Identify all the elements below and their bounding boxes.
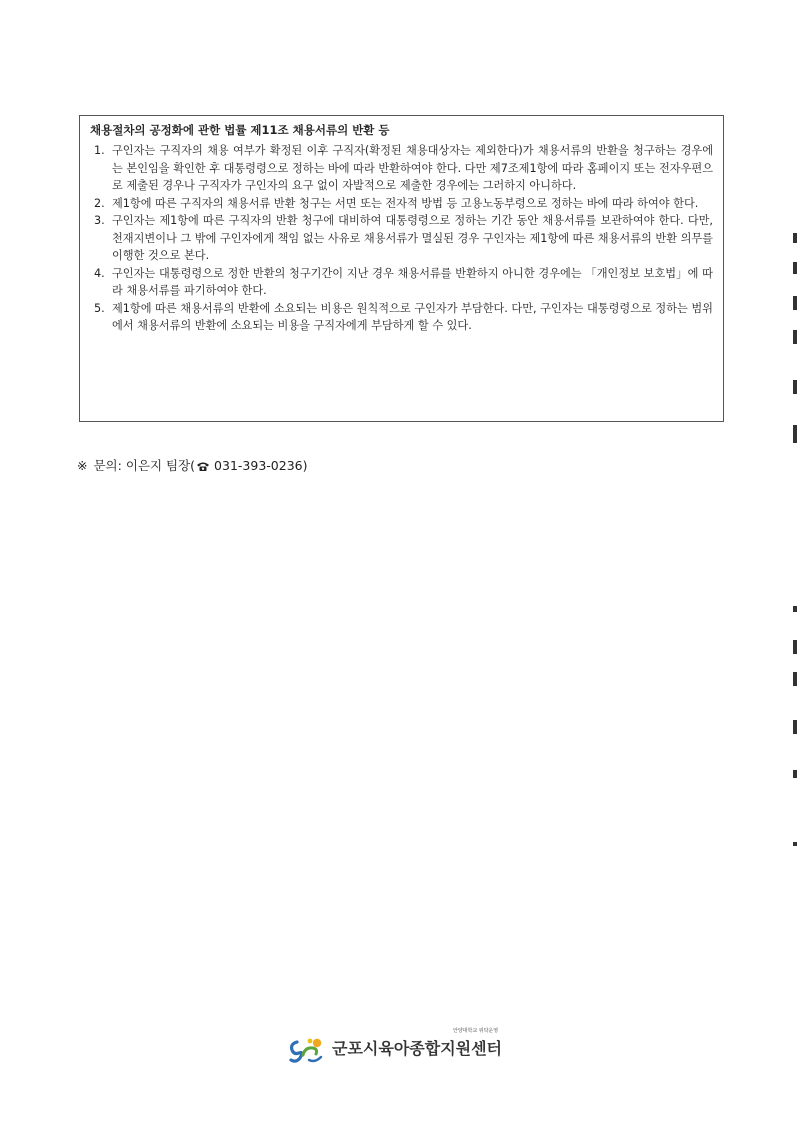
contact-phone-group xyxy=(195,457,307,475)
law-item-number: 4. xyxy=(94,266,105,280)
edge-mark xyxy=(793,296,797,310)
edge-mark xyxy=(793,770,797,778)
telephone-icon xyxy=(196,461,210,472)
edge-mark xyxy=(793,425,797,443)
edge-mark xyxy=(793,380,797,394)
law-item-text: 구인자는 제1항에 따른 구직자의 반환 청구에 대비하여 대통령령으로 정하는 기간 동안 채용서류를 보관하여야 한다. 다만, 천재지변이나 그 밖에 구인자에게 책임 없는 사유로 채용서류가 멸실된 경우 구인자는 제1항에 따른 채용서류의 반환 의무를 이행한 것으로 본다. xyxy=(112,214,713,262)
center-logo xyxy=(288,1028,528,1068)
law-item xyxy=(90,212,713,265)
logo-subtitle: 안양대학교 위탁운영 xyxy=(453,1028,499,1034)
contact-info xyxy=(77,457,307,475)
edge-mark xyxy=(793,606,797,612)
edge-mark xyxy=(793,842,797,846)
law-item xyxy=(90,142,713,195)
law-title: 채용절차의 공정화에 관한 법률 제11조 채용서류의 반환 등 xyxy=(90,123,390,137)
law-item-number: 2. xyxy=(94,196,105,210)
logo-name: 군포시육아종합지원센터 xyxy=(332,1039,503,1058)
law-item-number: 1. xyxy=(94,144,105,157)
center-emblem-icon xyxy=(288,1036,326,1064)
edge-mark xyxy=(793,233,797,243)
edge-mark xyxy=(793,640,797,654)
law-item-text: 구인자는 구직자의 채용 여부가 확정된 이후 구직자(확정된 채용대상자는 제외한다)가 채용서류의 반환을 청구하는 경우에는 본인임을 확인한 후 대통령령으로 정하는 바에 따라 반환하여야 한다. 다만 제7조제1항에 따라 홈페이지 또는 전자우편으로 제출된 경우나 구직자가 구인자의 요구 없이 자발적으로 제출한 경우에는 그러하지 아니하다. xyxy=(112,144,713,192)
law-item xyxy=(90,265,713,300)
law-item-text: 구인자는 대통령령으로 정한 반환의 청구기간이 지난 경우 채용서류를 반환하지 아니한 경우에는 「개인정보 보호법」에 따라 채용서류를 파기하여야 한다. xyxy=(112,266,713,297)
law-item-text: 제1항에 따른 구직자의 채용서류 반환 청구는 서면 또는 전자적 방법 등 고용노동부령으로 정하는 바에 따라 하여야 한다. xyxy=(112,196,699,210)
edge-mark xyxy=(793,672,797,686)
law-item xyxy=(90,300,713,335)
law-item-list xyxy=(90,142,713,335)
page-edge-marks xyxy=(793,0,800,1131)
reference-mark: ※ xyxy=(77,458,88,473)
edge-mark xyxy=(793,262,797,274)
law-item-text: 제1항에 따른 채용서류의 반환에 소요되는 비용은 원칙적으로 구인자가 부담한다. 다만, 구인자는 대통령령으로 정하는 범위에서 채용서류의 반환에 소요되는 비용을 구직자에게 부담하게 할 수 있다. xyxy=(112,301,713,332)
law-excerpt-box xyxy=(79,115,724,422)
contact-phone-number: 031-393-0236) xyxy=(214,458,308,473)
edge-mark xyxy=(793,330,797,344)
law-item-number: 3. xyxy=(94,214,105,227)
law-item xyxy=(90,195,713,213)
edge-mark xyxy=(793,720,797,734)
contact-label: 문의: 이은지 팀장( xyxy=(93,458,196,473)
law-item-number: 5. xyxy=(94,301,105,315)
